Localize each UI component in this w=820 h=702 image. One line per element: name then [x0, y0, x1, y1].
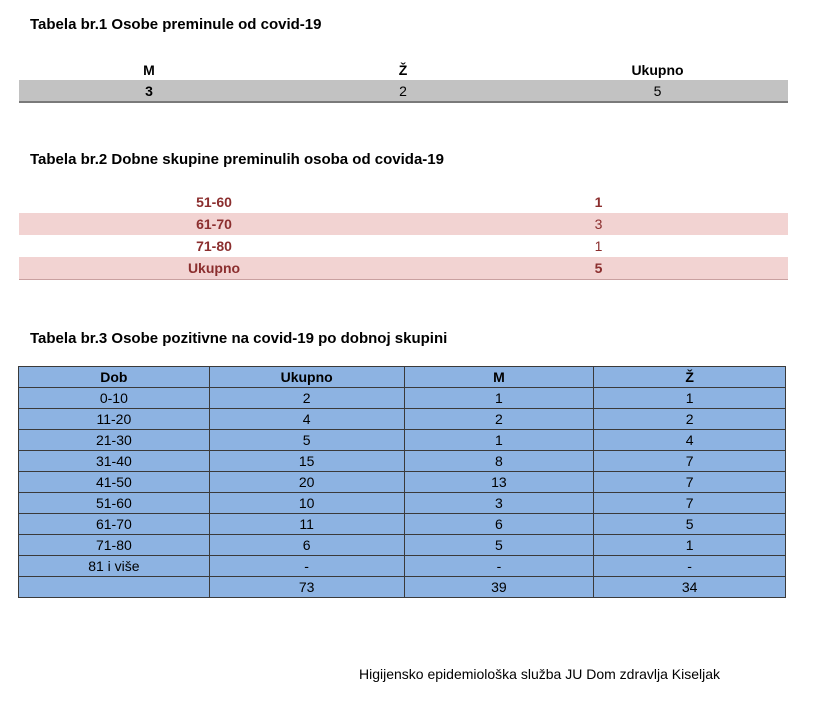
table3-row	[19, 472, 786, 493]
table3-cell-age: 0-10	[19, 388, 210, 409]
table3-cell-age: 81 i više	[19, 556, 210, 577]
table3-cell-total: 10	[209, 493, 404, 514]
table3-title: Tabela br.3 Osobe pozitivne na covid-19 po dobnoj skupini	[30, 330, 448, 347]
table3-cell-age: 21-30	[19, 430, 210, 451]
table3-cell-z: 5	[594, 514, 786, 535]
table3-row	[19, 493, 786, 514]
table3-cell-total: 20	[209, 472, 404, 493]
table2-count: 3	[594, 216, 603, 232]
table3-cell-total: 4	[209, 409, 404, 430]
table3-header-m: M	[404, 367, 594, 388]
table3-cell-z: 34	[594, 577, 786, 598]
table3-header-z: Ž	[594, 367, 786, 388]
table3-cell-age: 51-60	[19, 493, 210, 514]
table2-row	[19, 213, 788, 235]
table2-count: 1	[594, 194, 603, 210]
table3-row	[19, 388, 786, 409]
table3-cell-age: 61-70	[19, 514, 210, 535]
table3-cell-age: 71-80	[19, 535, 210, 556]
table3-cell-m: 2	[404, 409, 594, 430]
table2	[19, 191, 788, 280]
table3-cell-age: 31-40	[19, 451, 210, 472]
table2-count: 1	[594, 238, 603, 254]
table1-data-row	[19, 80, 788, 103]
table1-header-m: M	[143, 61, 155, 78]
table1-header-row	[19, 59, 788, 80]
table3-row	[19, 451, 786, 472]
table3-cell-z: 7	[594, 472, 786, 493]
table3-cell-z: 7	[594, 493, 786, 514]
table3-cell-z: 1	[594, 388, 786, 409]
table2-group: 71-80	[196, 238, 232, 254]
table2-title: Tabela br.2 Dobne skupine preminulih osoba od covida-19	[30, 151, 444, 168]
table3-header-total: Ukupno	[209, 367, 404, 388]
table1-value-total: 5	[653, 82, 662, 99]
table3-cell-total: 2	[209, 388, 404, 409]
table3-cell-m: 8	[404, 451, 594, 472]
table3-cell-age: 41-50	[19, 472, 210, 493]
table1-header-total: Ukupno	[631, 61, 684, 78]
table1-value-z: 2	[399, 82, 407, 99]
table3-cell-age	[19, 577, 210, 598]
table2-group: 51-60	[196, 194, 232, 210]
table3-header-row	[19, 367, 786, 388]
table3-cell-age: 11-20	[19, 409, 210, 430]
table3-cell-m: 39	[404, 577, 594, 598]
table3-cell-m: 1	[404, 388, 594, 409]
table3-cell-total: 6	[209, 535, 404, 556]
table2-row	[19, 235, 788, 257]
table3-cell-z: -	[594, 556, 786, 577]
table3-row	[19, 409, 786, 430]
table3-row	[19, 535, 786, 556]
table2-total-label: Ukupno	[187, 260, 241, 276]
table3-row	[19, 514, 786, 535]
table3-cell-m: 1	[404, 430, 594, 451]
table3-cell-m: 13	[404, 472, 594, 493]
table3	[18, 366, 786, 598]
table3-cell-total: 73	[209, 577, 404, 598]
table3-cell-total: 11	[209, 514, 404, 535]
table3-cell-z: 7	[594, 451, 786, 472]
table3-cell-total: 15	[209, 451, 404, 472]
table1-header-z: Ž	[398, 61, 408, 78]
table3-cell-m: -	[404, 556, 594, 577]
table3-cell-z: 4	[594, 430, 786, 451]
table3-row	[19, 556, 786, 577]
table2-total-count: 5	[594, 260, 603, 276]
table3-cell-total: -	[209, 556, 404, 577]
table3-cell-z: 2	[594, 409, 786, 430]
table3-cell-z: 1	[594, 535, 786, 556]
table3-body	[19, 388, 786, 598]
table1-title: Tabela br.1 Osobe preminule od covid-19	[30, 16, 322, 33]
table2-row	[19, 191, 788, 213]
table1	[19, 59, 788, 103]
table3-row	[19, 430, 786, 451]
table3-cell-total: 5	[209, 430, 404, 451]
table2-total-row	[19, 257, 788, 280]
table3-cell-m: 6	[404, 514, 594, 535]
table3-header-age: Dob	[19, 367, 210, 388]
footer-source: Higijensko epidemiološka služba JU Dom zdravlja Kiseljak	[359, 666, 721, 682]
table3-row	[19, 577, 786, 598]
table2-group: 61-70	[196, 216, 232, 232]
table3-cell-m: 3	[404, 493, 594, 514]
table3-cell-m: 5	[404, 535, 594, 556]
table1-value-m: 3	[145, 82, 153, 99]
